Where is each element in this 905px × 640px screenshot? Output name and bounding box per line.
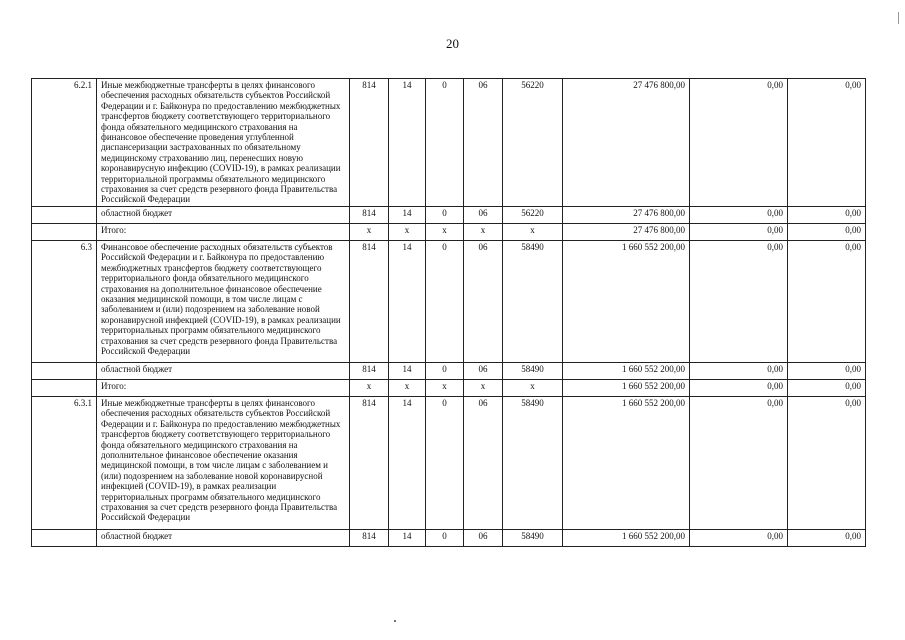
table-row [32,380,866,397]
value-year-1: 1 660 552 200,00 [563,363,690,380]
page-number: 20 [446,36,459,51]
row-number [32,363,97,380]
value-year-1: 27 476 800,00 [563,79,690,207]
value-year-1: 1 660 552 200,00 [563,380,690,397]
value-year-2: 0,00 [690,241,788,363]
table-row [32,207,866,224]
code-direction: 56220 [503,79,563,207]
value-year-3: 0,00 [788,79,866,207]
code-direction: 56220 [503,207,563,224]
value-year-2: 0,00 [690,363,788,380]
value-year-1: 27 476 800,00 [563,224,690,241]
code-grbs: 814 [350,79,389,207]
value-year-1: 1 660 552 200,00 [563,241,690,363]
code-program: 0 [426,207,464,224]
value-year-2: 0,00 [690,397,788,530]
row-number [32,380,97,397]
code-program: 0 [426,363,464,380]
row-number: 6.3.1 [32,397,97,530]
code-grbs: 814 [350,397,389,530]
code-section: 14 [389,207,426,224]
code-direction: х [503,380,563,397]
value-year-3: 0,00 [788,530,866,547]
code-section: 14 [389,397,426,530]
row-description: областной бюджет [97,363,350,380]
code-subprogram: 06 [464,530,503,547]
row-number [32,530,97,547]
code-section: 14 [389,363,426,380]
row-number: 6.3 [32,241,97,363]
row-description: областной бюджет [97,530,350,547]
table-row [32,224,866,241]
value-year-3: 0,00 [788,207,866,224]
code-subprogram: 06 [464,79,503,207]
table-row [32,363,866,380]
code-program: х [426,224,464,241]
row-number [32,207,97,224]
code-grbs: 814 [350,207,389,224]
code-subprogram: х [464,380,503,397]
value-year-3: 0,00 [788,397,866,530]
value-year-2: 0,00 [690,79,788,207]
value-year-3: 0,00 [788,224,866,241]
code-program: 0 [426,530,464,547]
row-number [32,224,97,241]
row-description: Финансовое обеспечение расходных обязательств субъектов Российской Федерации и г. Байконура по предоставлению межбюджетных трансфертов бюджету соответствующего территориального фонда обязательного медицинского страхования на дополнительное финансовое обеспечение оказания медицинской помощи, в том числе лицам с заболеванием и (или) подозрением на заболевание новой коронавирусной инфекцией (COVID-19), в рамках реализации территориальных программ обязательного медицинского страхования за счет средств резервного фонда Правительства Российской Федерации [97,241,350,363]
code-grbs: х [350,224,389,241]
row-description: Итого: [97,224,350,241]
code-subprogram: 06 [464,207,503,224]
code-direction: х [503,224,563,241]
code-program: 0 [426,397,464,530]
code-subprogram: х [464,224,503,241]
value-year-3: 0,00 [788,363,866,380]
value-year-1: 1 660 552 200,00 [563,530,690,547]
code-subprogram: 06 [464,363,503,380]
table-row [32,241,866,363]
code-grbs: 814 [350,530,389,547]
scan-speck [394,620,396,622]
code-grbs: 814 [350,241,389,363]
row-description: Итого: [97,380,350,397]
code-direction: 58490 [503,241,563,363]
value-year-2: 0,00 [690,224,788,241]
code-direction: 58490 [503,397,563,530]
value-year-3: 0,00 [788,380,866,397]
code-direction: 58490 [503,363,563,380]
table-row [32,530,866,547]
code-subprogram: 06 [464,241,503,363]
budget-table [31,78,866,547]
code-grbs: 814 [350,363,389,380]
scan-edge-mark [898,12,899,24]
value-year-1: 1 660 552 200,00 [563,397,690,530]
code-section: 14 [389,241,426,363]
code-section: 14 [389,79,426,207]
code-program: 0 [426,241,464,363]
code-direction: 58490 [503,530,563,547]
value-year-3: 0,00 [788,241,866,363]
code-program: х [426,380,464,397]
value-year-1: 27 476 800,00 [563,207,690,224]
table-row [32,79,866,207]
table-row [32,397,866,530]
row-description: Иные межбюджетные трансферты в целях финансового обеспечения расходных обязательств субъектов Российской Федерации и г. Байконура по предоставлению межбюджетных трансфертов бюджету соответствующего территориального фонда обязательного медицинского страхования на дополнительное финансовое обеспечение оказания медицинской помощи, в том числе лицам с заболеванием и (или) подозрением на заболевание новой коронавирусной инфекцией (COVID-19), в рамках реализации территориальных программ обязательного медицинского страхования за счет средств резервного фонда Правительства Российской Федерации [97,397,350,530]
row-number: 6.2.1 [32,79,97,207]
row-description: Иные межбюджетные трансферты в целях финансового обеспечения расходных обязательств субъектов Российской Федерации и г. Байконура по предоставлению межбюджетных трансфертов бюджету соответствующего территориального фонда обязательного медицинского страхования на финансовое обеспечение проведения углубленной диспансеризации застрахованных по обязательному медицинскому страхованию лиц, перенесших новую коронавирусную инфекцию (COVID-19), в рамках реализации территориальной программы обязательного медицинского страхования за счет средств резервного фонда Правительства Российской Федерации [97,79,350,207]
code-section: х [389,224,426,241]
value-year-2: 0,00 [690,380,788,397]
row-description: областной бюджет [97,207,350,224]
code-subprogram: 06 [464,397,503,530]
code-section: х [389,380,426,397]
value-year-2: 0,00 [690,207,788,224]
code-section: 14 [389,530,426,547]
value-year-2: 0,00 [690,530,788,547]
code-program: 0 [426,79,464,207]
code-grbs: х [350,380,389,397]
